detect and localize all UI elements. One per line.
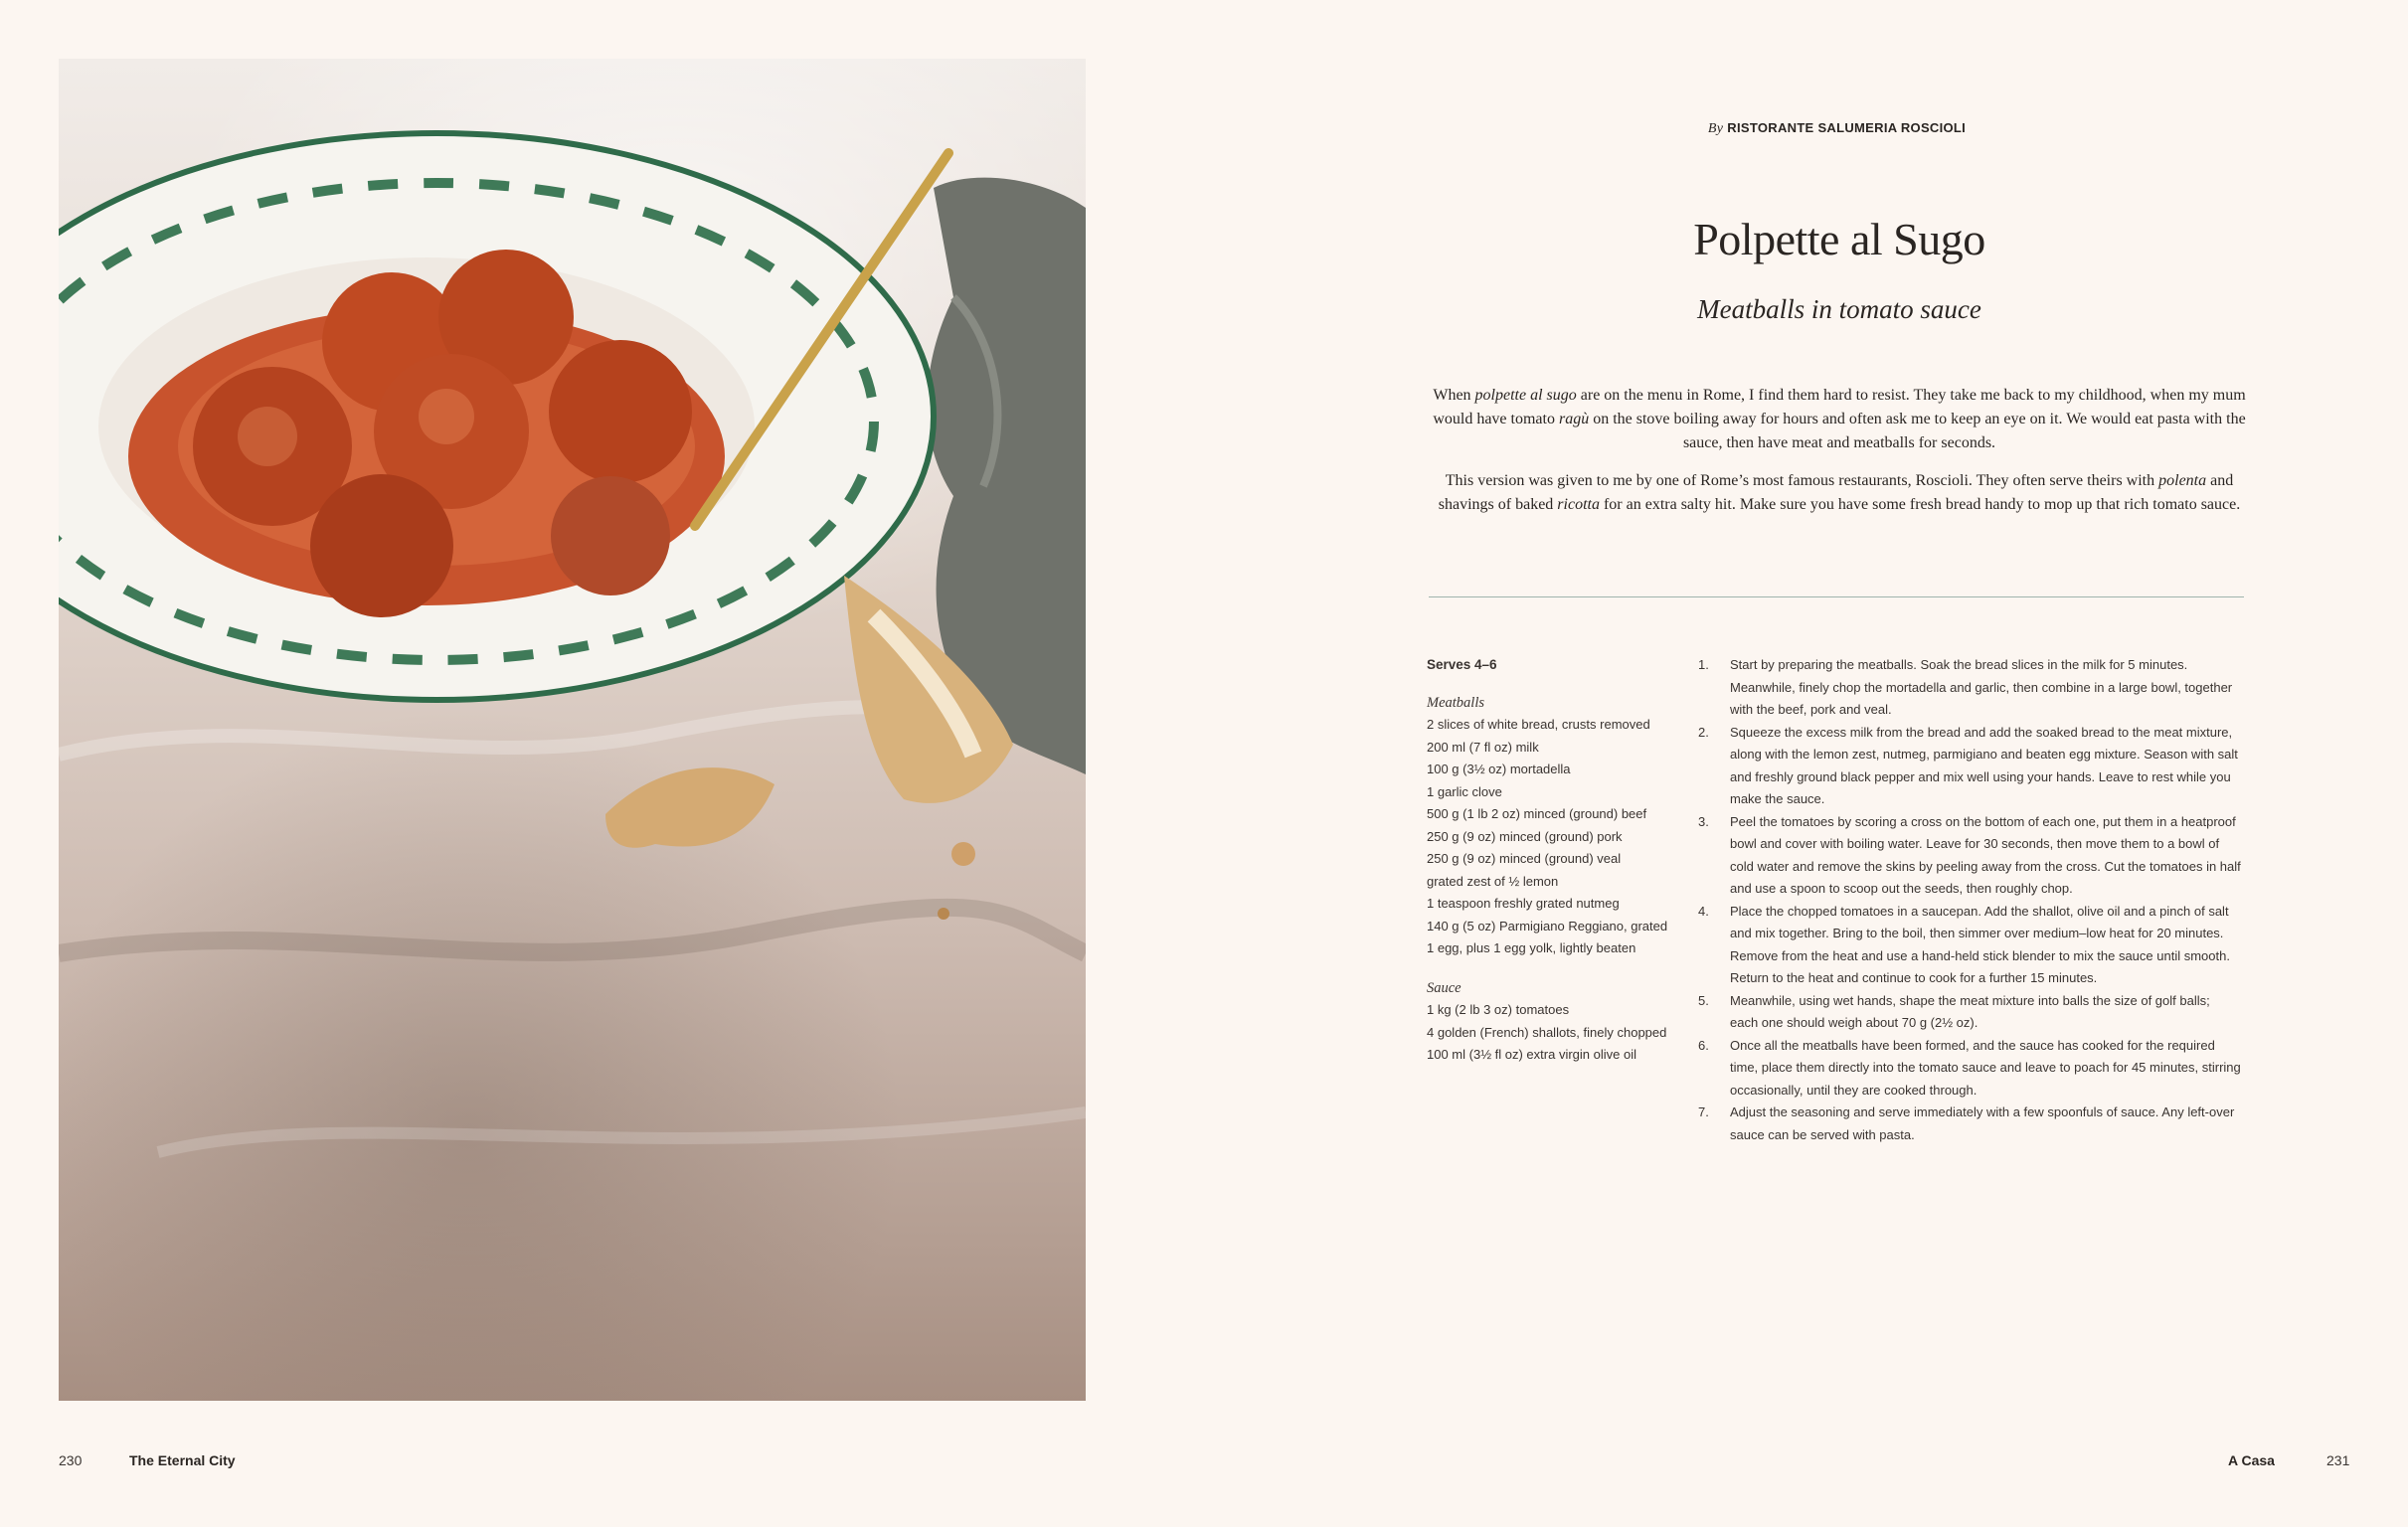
ingredient-item: 200 ml (7 fl oz) milk: [1427, 739, 1539, 755]
left-section-name: The Eternal City: [129, 1452, 236, 1468]
meatballs-heading: Meatballs: [1427, 694, 1484, 711]
byline-author: RISTORANTE SALUMERIA ROSCIOLI: [1727, 120, 1967, 135]
byline-prefix: By: [1707, 121, 1724, 136]
method-step: 6. Once all the meatballs have been formed, and the sauce has cooked for the required time, place them directly into the tomato sauce and leave to poach for 45 minutes, stirring occasionally, until they are cooked through.: [1698, 1037, 2241, 1098]
right-page-footer: [2326, 1452, 2349, 1468]
recipe-title: Polpette al Sugo: [1693, 214, 1985, 264]
ingredient-item: 250 g (9 oz) minced (ground) pork: [1427, 828, 1623, 844]
right-section-footer: [2228, 1452, 2275, 1468]
ingredient-item: 2 slices of white bread, crusts removed: [1427, 717, 1650, 732]
right-section-name: A Casa: [2228, 1452, 2275, 1468]
ingredient-item: 4 golden (French) shallots, finely chopped: [1427, 1024, 1667, 1040]
method-step: 4. Place the chopped tomatoes in a saucepan. Add the shallot, olive oil and a pinch of salt and mix together. Bring to the boil, then simmer over medium–low heat for 20 minutes. Remove from the heat and use a hand-held stick blender to mix the sauce until smooth. Return to the heat and continue to cook for a further 15 minutes.: [1698, 903, 2230, 985]
left-page-number: 230: [59, 1452, 83, 1468]
ingredient-item: 1 egg, plus 1 egg yolk, lightly beaten: [1427, 940, 1636, 955]
ingredient-item: 1 kg (2 lb 3 oz) tomatoes: [1427, 1002, 1570, 1017]
section-divider: [1429, 596, 2244, 597]
meatballs-ingredients: [1427, 714, 1675, 960]
serves-label: Serves 4–6: [1427, 657, 1497, 672]
ingredient-item: 250 g (9 oz) minced (ground) veal: [1427, 851, 1622, 866]
method-step: 2. Squeeze the excess milk from the bread and add the soaked bread to the meat mixture, along with the lemon zest, nutmeg, parmigiano and beaten egg mixture. Season with salt and freshly ground black pepper and mix well using your hands. Leave to rest while you make the sauce.: [1698, 724, 2238, 806]
recipe-byline: [1705, 119, 1969, 137]
method-steps: [1698, 654, 2241, 1146]
left-page-footer: [59, 1452, 82, 1468]
recipe-subtitle: Meatballs in tomato sauce: [1697, 294, 1981, 324]
ingredient-item: 100 ml (3½ fl oz) extra virgin olive oil: [1427, 1047, 1636, 1062]
ingredient-item: 500 g (1 lb 2 oz) minced (ground) beef: [1427, 806, 1647, 821]
ingredient-item: 140 g (5 oz) Parmigiano Reggiano, grated: [1427, 918, 1668, 933]
meatballs-photo-art: [59, 59, 1086, 1401]
ingredient-item: 1 teaspoon freshly grated nutmeg: [1427, 896, 1620, 911]
sauce-heading: Sauce: [1427, 979, 1462, 996]
left-section-footer: [129, 1452, 236, 1468]
intro-paragraph-1: When polpette al sugo are on the menu in Rome, I find them hard to resist. They take me back to my childhood, when my mum would have tomato ragù on the stove boiling away for hours and often ask me to keep an eye on it. We would eat pasta with the sauce, then have meat and meatballs for seconds.: [1433, 387, 2246, 451]
method-step: 7. Adjust the seasoning and serve immediately with a few spoonfuls of sauce. Any left-over sauce can be served with pasta.: [1698, 1104, 2235, 1142]
ingredient-item: 100 g (3½ oz) mortadella: [1427, 762, 1571, 776]
sauce-ingredients: [1427, 999, 1675, 1067]
ingredient-item: 1 garlic clove: [1427, 783, 1502, 799]
intro-paragraph-2: This version was given to me by one of Rome’s most famous restaurants, Roscioli. They often serve theirs with polenta and shavings of baked ricotta for an extra salty hit. Make sure you have some fresh bread handy to mop up that rich tomato sauce.: [1438, 472, 2241, 513]
method-step: 5. Meanwhile, using wet hands, shape the meat mixture into balls the size of golf balls; each one should weigh about 70 g (2½ oz).: [1698, 992, 2210, 1030]
meatballs-photo: [59, 59, 1086, 1401]
ingredients-list: [1427, 654, 1675, 1067]
ingredient-item: grated zest of ½ lemon: [1427, 873, 1559, 889]
recipe-intro: [1432, 384, 2247, 531]
right-page-number: 231: [2326, 1452, 2350, 1468]
method-step: 3. Peel the tomatoes by scoring a cross on the bottom of each one, put them in a heatproof bowl and cover with boiling water. Leave for 30 seconds, then move them to a bowl of cold water and remove the skins by peeling away from the cross. Cut the tomatoes in half and use a spoon to scoop out the seeds, then roughly chop.: [1698, 813, 2241, 896]
method-step: 1. Start by preparing the meatballs. Soak the bread slices in the milk for 5 minutes. Meanwhile, finely chop the mortadella and garlic, then combine in a large bowl, together with the beef, pork and veal.: [1698, 657, 2233, 717]
